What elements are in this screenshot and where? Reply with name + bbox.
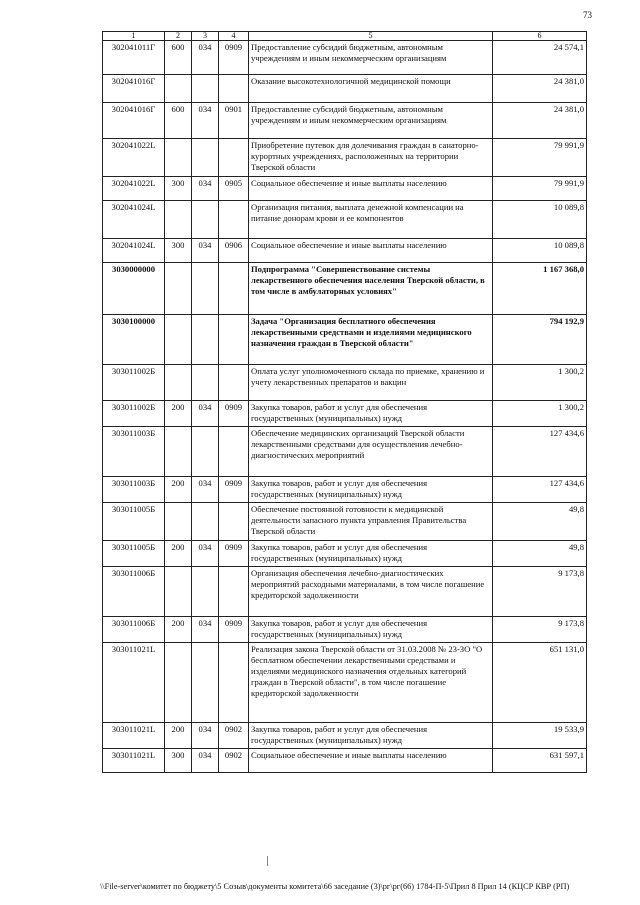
table-row (103, 617, 587, 643)
amount-cell: 1 300,2 (493, 401, 587, 427)
expense-type-code-cell: 300 (165, 239, 192, 263)
section-code-cell (219, 427, 249, 477)
table-row (103, 541, 587, 567)
expense-type-code-cell (165, 263, 192, 315)
target-article-code-cell: 3030100000 (103, 315, 165, 365)
item-name-cell: Социальное обеспечение и иные выплаты населению (249, 749, 493, 773)
item-name-cell: Социальное обеспечение и иные выплаты населению (249, 177, 493, 201)
table-row (103, 427, 587, 477)
administrator-code-cell: 034 (192, 103, 219, 139)
section-code-cell: 0902 (219, 723, 249, 749)
item-name-cell: Социальное обеспечение и иные выплаты населению (249, 239, 493, 263)
administrator-code-cell (192, 201, 219, 239)
section-code-cell (219, 365, 249, 401)
item-name-cell: Обеспечение медицинских организаций Тверской области лекарственными средствами для осуществления лечебно-диагностических мероприятий (249, 427, 493, 477)
expense-type-code-cell: 300 (165, 177, 192, 201)
administrator-code-cell: 034 (192, 401, 219, 427)
table-row (103, 239, 587, 263)
target-article-code-cell: 3030000000 (103, 263, 165, 315)
administrator-code-cell: 034 (192, 541, 219, 567)
target-article-code-cell: 303011005Б (103, 541, 165, 567)
target-article-code-cell: 302041022L (103, 177, 165, 201)
expense-type-code-cell: 600 (165, 103, 192, 139)
table-row (103, 567, 587, 617)
target-article-code-cell: 303011021L (103, 749, 165, 773)
target-article-code-cell: 302041024L (103, 201, 165, 239)
table-row (103, 723, 587, 749)
amount-cell: 10 089,8 (493, 201, 587, 239)
amount-cell: 651 131,0 (493, 643, 587, 723)
section-code-cell: 0902 (219, 749, 249, 773)
expense-type-code-cell (165, 503, 192, 541)
amount-cell: 10 089,8 (493, 239, 587, 263)
page-number: 73 (583, 10, 592, 20)
administrator-code-cell (192, 503, 219, 541)
amount-cell: 49,8 (493, 541, 587, 567)
administrator-code-cell: 034 (192, 617, 219, 643)
item-name-cell: Предоставление субсидий бюджетным, автономным учреждениям и иным некоммерческим организациям (249, 41, 493, 75)
table-row (103, 365, 587, 401)
section-code-cell: 0909 (219, 541, 249, 567)
item-name-cell: Закупка товаров, работ и услуг для обеспечения государственных (муниципальных) нужд (249, 541, 493, 567)
section-code-cell (219, 315, 249, 365)
expense-type-code-cell (165, 201, 192, 239)
col-header-5: 5 (249, 32, 493, 41)
col-header-1: 1 (103, 32, 165, 41)
section-code-cell (219, 139, 249, 177)
item-name-cell: Закупка товаров, работ и услуг для обеспечения государственных (муниципальных) нужд (249, 477, 493, 503)
administrator-code-cell (192, 315, 219, 365)
target-article-code-cell: 302041016Г (103, 103, 165, 139)
col-header-2: 2 (165, 32, 192, 41)
table-row (103, 103, 587, 139)
amount-cell: 127 434,6 (493, 477, 587, 503)
table-row (103, 503, 587, 541)
target-article-code-cell: 303011006Б (103, 567, 165, 617)
target-article-code-cell: 302041011Г (103, 41, 165, 75)
amount-cell: 24 574,1 (493, 41, 587, 75)
administrator-code-cell (192, 427, 219, 477)
expense-type-code-cell (165, 427, 192, 477)
item-name-cell: Задача "Организация бесплатного обеспечения лекарственными средствами и изделиями медицинского назначения граждан в Тверской области" (249, 315, 493, 365)
amount-cell: 19 533,9 (493, 723, 587, 749)
expense-type-code-cell: 300 (165, 749, 192, 773)
section-code-cell (219, 201, 249, 239)
item-name-cell: Обеспечение постоянной готовности к медицинской деятельности запасного пункта управления Правительства Тверской области (249, 503, 493, 541)
section-code-cell (219, 75, 249, 103)
target-article-code-cell: 303011003Б (103, 427, 165, 477)
amount-cell: 24 381,0 (493, 75, 587, 103)
table-row (103, 41, 587, 75)
amount-cell: 49,8 (493, 503, 587, 541)
table-row (103, 401, 587, 427)
table-row (103, 263, 587, 315)
table-row (103, 315, 587, 365)
expense-type-code-cell (165, 75, 192, 103)
item-name-cell: Закупка товаров, работ и услуг для обеспечения государственных (муниципальных) нужд (249, 401, 493, 427)
amount-cell: 127 434,6 (493, 427, 587, 477)
target-article-code-cell: 303011002Б (103, 365, 165, 401)
amount-cell: 1 167 368,0 (493, 263, 587, 315)
item-name-cell: Закупка товаров, работ и услуг для обеспечения государственных (муниципальных) нужд (249, 617, 493, 643)
administrator-code-cell: 034 (192, 749, 219, 773)
col-header-3: 3 (192, 32, 219, 41)
amount-cell: 79 991,9 (493, 139, 587, 177)
section-code-cell (219, 503, 249, 541)
section-code-cell: 0909 (219, 401, 249, 427)
expense-type-code-cell (165, 139, 192, 177)
section-code-cell: 0906 (219, 239, 249, 263)
administrator-code-cell (192, 263, 219, 315)
expense-type-code-cell: 200 (165, 723, 192, 749)
item-name-cell: Предоставление субсидий бюджетным, автономным учреждениям и иным некоммерческим организациям (249, 103, 493, 139)
section-code-cell: 0909 (219, 477, 249, 503)
table-row (103, 477, 587, 503)
target-article-code-cell: 303011005Б (103, 503, 165, 541)
table-row (103, 643, 587, 723)
expense-type-code-cell: 200 (165, 617, 192, 643)
administrator-code-cell (192, 75, 219, 103)
expense-type-code-cell: 200 (165, 401, 192, 427)
administrator-code-cell: 034 (192, 477, 219, 503)
table-header-row (103, 32, 587, 41)
section-code-cell: 0909 (219, 41, 249, 75)
item-name-cell: Оказание высокотехнологичной медицинской помощи (249, 75, 493, 103)
amount-cell: 9 173,8 (493, 567, 587, 617)
item-name-cell: Организация обеспечения лечебно-диагностических мероприятий расходными материалами, в том числе погашение кредиторской задолженности (249, 567, 493, 617)
item-name-cell: Закупка товаров, работ и услуг для обеспечения государственных (муниципальных) нужд (249, 723, 493, 749)
section-code-cell: 0905 (219, 177, 249, 201)
amount-cell: 794 192,9 (493, 315, 587, 365)
amount-cell: 24 381,0 (493, 103, 587, 139)
table-row (103, 139, 587, 177)
item-name-cell: Оплата услуг уполномоченного склада по приемке, хранению и учету лекарственных препаратов и вакцин (249, 365, 493, 401)
administrator-code-cell (192, 643, 219, 723)
amount-cell: 79 991,9 (493, 177, 587, 201)
expense-type-code-cell: 600 (165, 41, 192, 75)
administrator-code-cell (192, 139, 219, 177)
item-name-cell: Подпрограмма "Совершенствование системы лекарственного обеспечения населения Тверской области, в том числе в амбулаторных условиях" (249, 263, 493, 315)
expense-type-code-cell: 200 (165, 477, 192, 503)
administrator-code-cell: 034 (192, 177, 219, 201)
file-path-footer: \\File-server\комитет по бюджету\5 Созыв\документы комитета\66 заседание (3)\рг\рг(66) 1784-П-5\Прил 8 Прил 14 (КЦСР КВР (РП) (100, 882, 570, 891)
budget-table (102, 31, 587, 773)
administrator-code-cell (192, 567, 219, 617)
target-article-code-cell: 303011006Б (103, 617, 165, 643)
section-code-cell (219, 567, 249, 617)
expense-type-code-cell (165, 315, 192, 365)
item-name-cell: Организация питания, выплата денежной компенсации на питание донорам крови и ее компонентов (249, 201, 493, 239)
scan-mark (267, 856, 268, 866)
table-body (103, 41, 587, 773)
administrator-code-cell (192, 365, 219, 401)
administrator-code-cell: 034 (192, 723, 219, 749)
expense-type-code-cell (165, 567, 192, 617)
section-code-cell (219, 263, 249, 315)
target-article-code-cell: 302041022L (103, 139, 165, 177)
col-header-4: 4 (219, 32, 249, 41)
table-row (103, 75, 587, 103)
expense-type-code-cell (165, 643, 192, 723)
table-row (103, 749, 587, 773)
target-article-code-cell: 303011021L (103, 723, 165, 749)
section-code-cell: 0909 (219, 617, 249, 643)
administrator-code-cell: 034 (192, 239, 219, 263)
target-article-code-cell: 302041016Г (103, 75, 165, 103)
administrator-code-cell: 034 (192, 41, 219, 75)
table-row (103, 177, 587, 201)
target-article-code-cell: 303011003Б (103, 477, 165, 503)
section-code-cell: 0901 (219, 103, 249, 139)
item-name-cell: Приобретение путевок для долечивания граждан в санаторно-курортных учреждениях, расположенных на территории Тверской области (249, 139, 493, 177)
target-article-code-cell: 302041024L (103, 239, 165, 263)
amount-cell: 631 597,1 (493, 749, 587, 773)
section-code-cell (219, 643, 249, 723)
amount-cell: 1 300,2 (493, 365, 587, 401)
item-name-cell: Реализация закона Тверской области от 31.03.2008 № 23-ЗО "О бесплатном обеспечении лекарственными средствами и изделиями медицинского назначения отдельных категорий граждан в Тверской области", в том числе погашение кредиторской задолженности (249, 643, 493, 723)
col-header-6: 6 (493, 32, 587, 41)
expense-type-code-cell (165, 365, 192, 401)
target-article-code-cell: 303011021L (103, 643, 165, 723)
amount-cell: 9 173,8 (493, 617, 587, 643)
table-row (103, 201, 587, 239)
expense-type-code-cell: 200 (165, 541, 192, 567)
target-article-code-cell: 303011002Б (103, 401, 165, 427)
